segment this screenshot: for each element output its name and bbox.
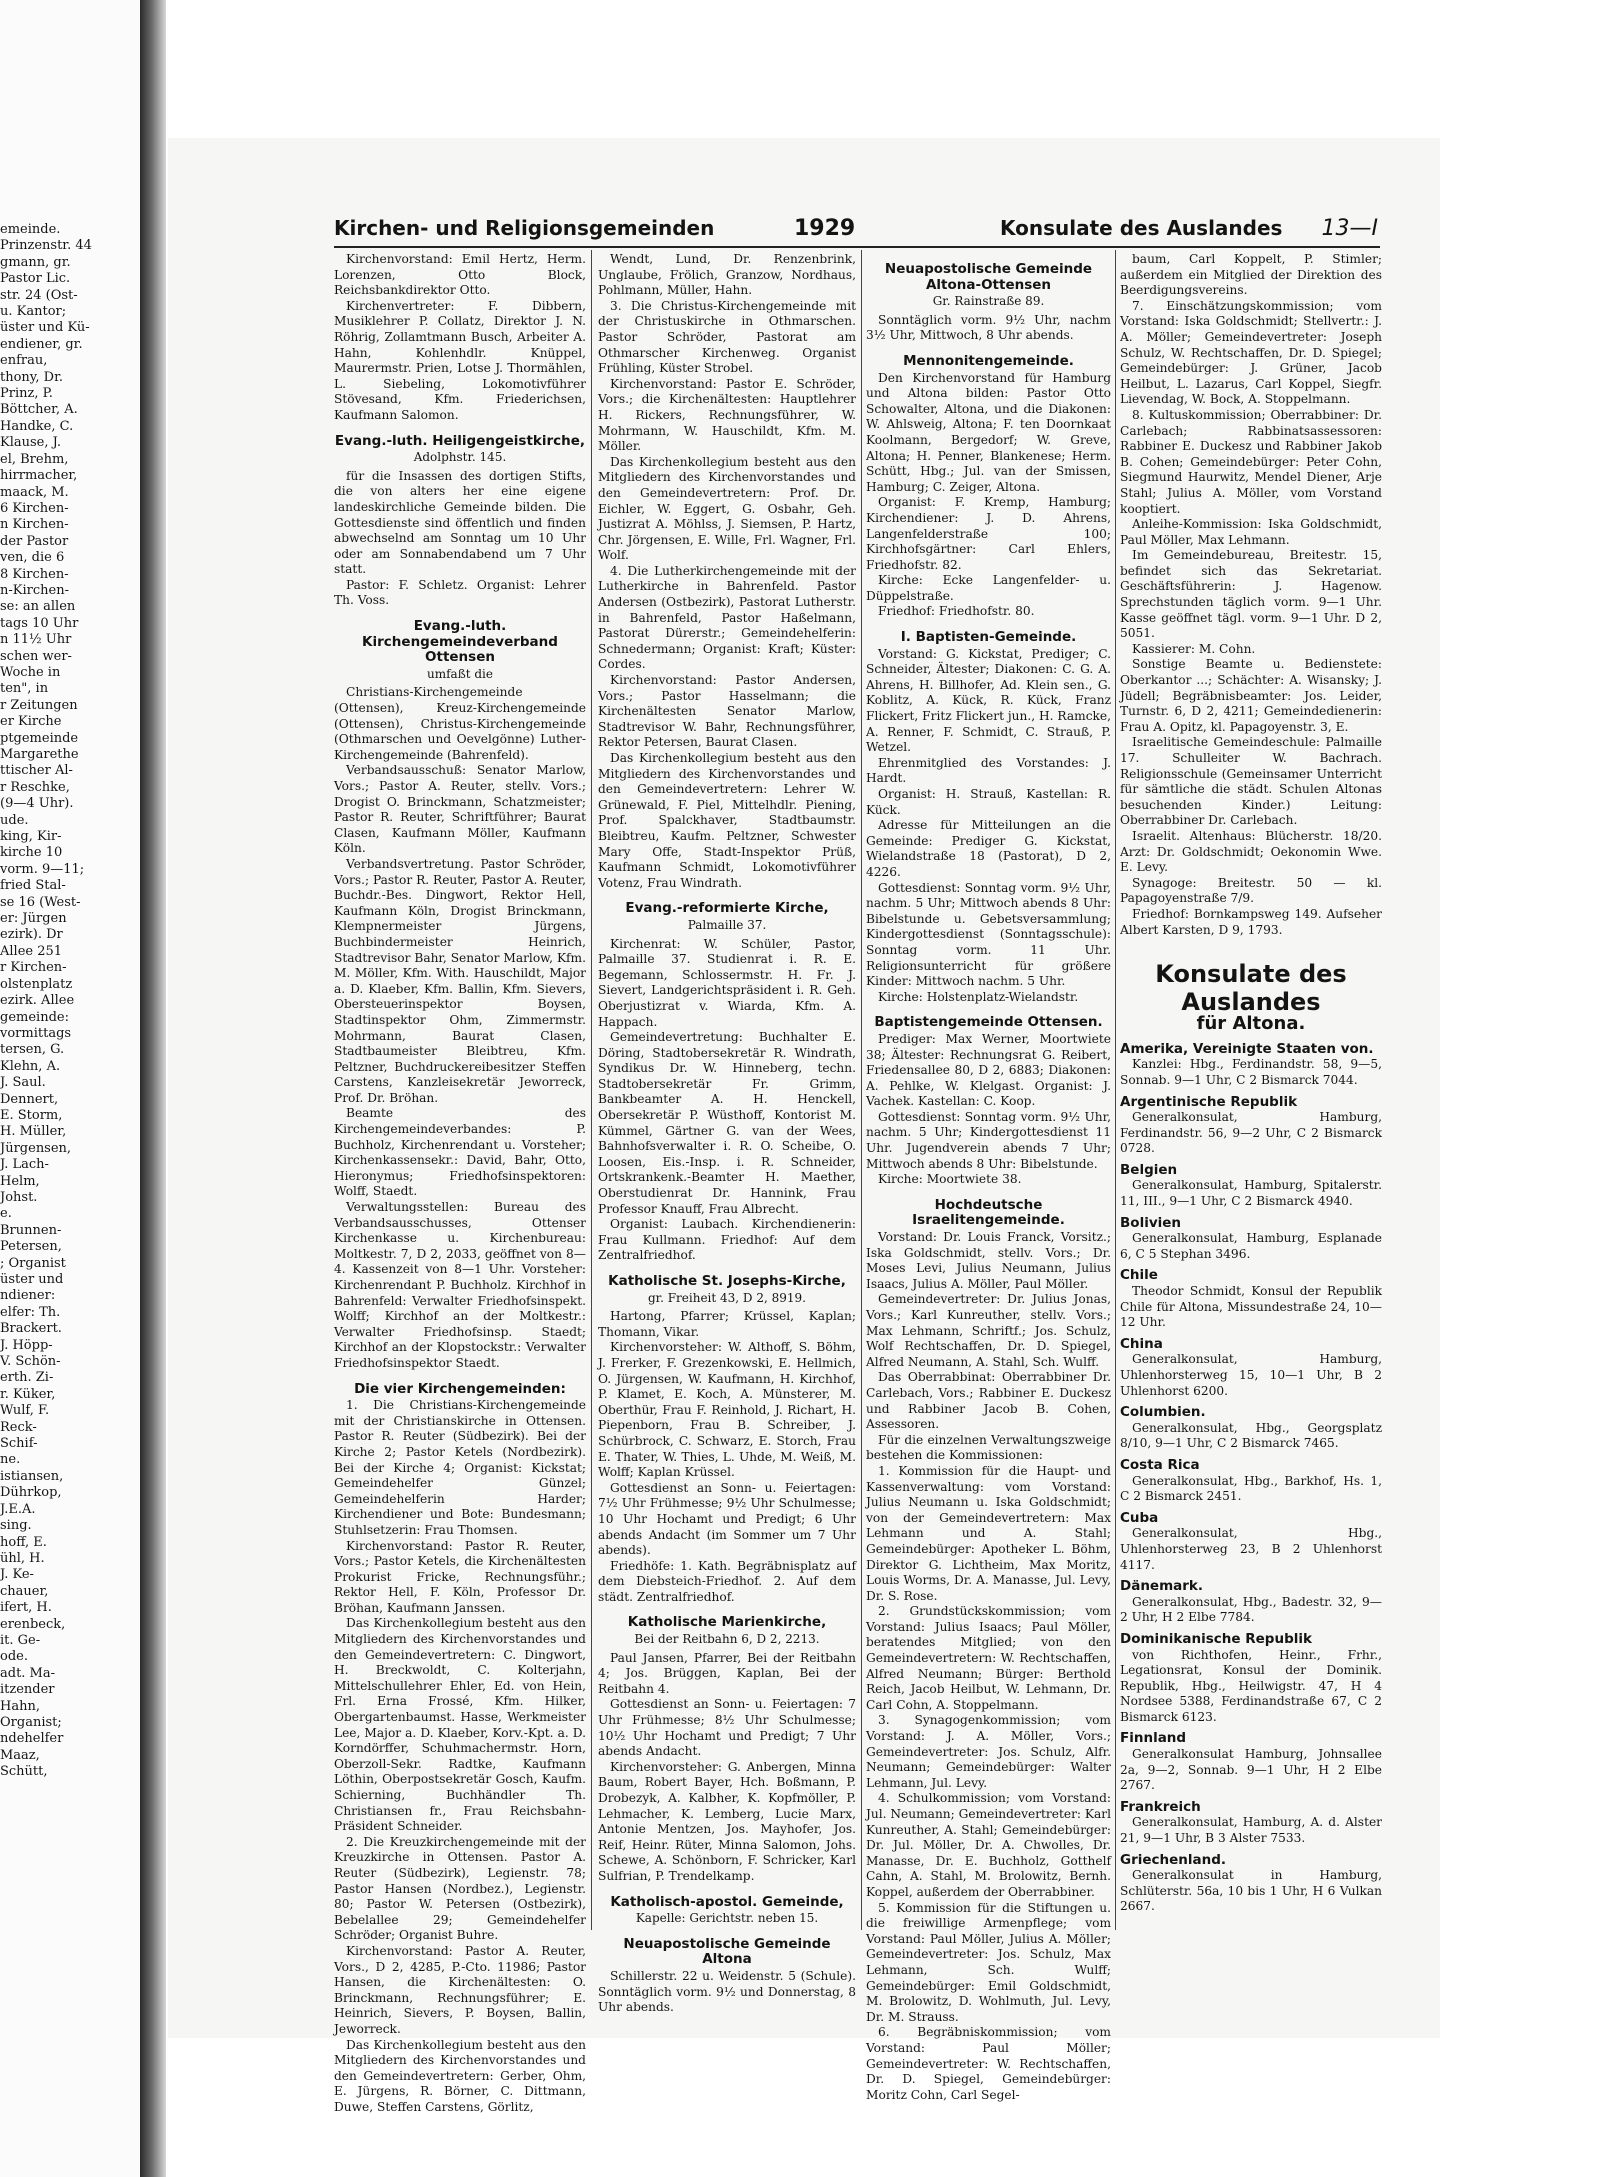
fragment-line: Allee 251 <box>0 943 63 959</box>
consulate-details: Generalkonsulat, Hbg., Uhlenhorsterweg 23, B 2 Uhlenhorst 4117. <box>1120 1526 1382 1572</box>
section-address: Bei der Reitbahn 6, D 2, 2213. <box>634 1632 820 1647</box>
consulate-details: Generalkonsulat, Hamburg, Ferdinandstr. 56, 9—2 Uhr, C 2 Bismarck 0728. <box>1120 1110 1382 1156</box>
section-heading: Baptistengemeinde Ottensen. <box>874 1014 1103 1031</box>
paragraph: Organist: Laubach. Kirchendienerin: Frau Kullmann. Friedhof: Auf dem Zentralfriedhof. <box>598 1217 856 1263</box>
section-heading: Mennonitengemeinde. <box>903 352 1074 369</box>
consulates-list <box>1120 1042 1382 1915</box>
fragment-line: maack, M. <box>0 484 69 500</box>
consulate-country: China <box>1120 1335 1163 1352</box>
fragment-line: 8 Kirchen- <box>0 566 69 582</box>
paragraph: Verbandsvertretung. Pastor Schröder, Vors.; Pastor R. Reuter, Pastor A. Reuter, Buchdr.-Bes. Dingwort, Rektor Hell, Kaufmann Köln, Drogist Brinckmann, Klempnermeister Jürgens, Buchbindermeister Heinrich, Stadtrevisor Bahr, Senator Marlow, Kfm. M. Möller, Kfm. With. Hauschildt, Major a. D. Klaeber, Kfm. Ballin, Kfm. Sievers, Obersteuerinspektor Boysen, Stadtinspektor Ohm, Zimmermstr. Mohrmann, Baurat Clasen, Stadtbaumeister Bleibtreu, Kfm. Peltzner, Buchdruckereibesitzer Steffen Carstens, Kanzleisekretär Jeworreck, Prof. Dr. Bröhan. <box>334 856 586 1105</box>
paragraph: 6. Begräbniskommission; vom Vorstand: Paul Möller; Gemeindevertreter: W. Rechtschaffen, Dr. D. Spiegel, Gemeindebürger: Moritz Cohn, Carl Segel- <box>866 2025 1111 2102</box>
page-number: 13—I <box>1321 216 1378 241</box>
fragment-line: er Kirche <box>0 714 62 730</box>
fragment-line: hoff, E. <box>0 1534 47 1550</box>
fragment-line: olstenplatz <box>0 976 73 992</box>
paragraph: Das Oberrabbinat: Oberrabbiner Dr. Carlebach, Vors.; Rabbiner E. Duckesz und Rabbiner Jacob B. Cohen, Assessoren. <box>866 1370 1111 1432</box>
section-address: gr. Freiheit 43, D 2, 8919. <box>648 1290 806 1305</box>
fragment-line: itzender <box>0 1682 55 1698</box>
fragment-line: elfer: Th. <box>0 1304 61 1320</box>
fragment-line: n-Kirchen- <box>0 582 69 598</box>
fragment-line: istiansen, <box>0 1468 64 1484</box>
paragraph: Gottesdienst an Sonn- u. Feiertagen: 7 Uhr Frühmesse; 8½ Uhr Schulmesse; 10½ Uhr Hochamt und Predigt; 7 Uhr abends Andacht. <box>598 1697 856 1759</box>
book-gutter-shadow <box>140 0 166 2177</box>
fragment-line: endiener, gr. <box>0 336 83 352</box>
fragment-line: ptgemeinde <box>0 730 79 746</box>
paragraph: Gottesdienst an Sonn- u. Feiertagen: 7½ Uhr Frühmesse; 9½ Uhr Schulmesse; 10 Uhr Hochamt und Predigt; 6 Uhr abends Andacht (im Sommer um 7 Uhr abends). <box>598 1480 856 1558</box>
consulate-details: Generalkonsulat, Hbg., Georgsplatz 8/10, 9—1 Uhr, C 2 Bismarck 7465. <box>1120 1420 1382 1451</box>
paragraph: Beamte des Kirchengemeindeverbandes: P. Buchholz, Kirchenrendant u. Vorsteher; Kirchenkassensekr.: David, Bahr, Otto, Hieronymus; Friedhofsinspektoren: Wolff, Staedt. <box>334 1106 586 1199</box>
column-rule <box>1115 250 1116 1930</box>
column-rule <box>861 250 862 1930</box>
paragraph: Pastor: F. Schletz. Organist: Lehrer Th. Voss. <box>334 577 586 608</box>
fragment-line: kirche 10 <box>0 845 63 861</box>
paragraph: Israelitische Gemeindeschule: Palmaille 17. Schulleiter W. Bachrach. Religionsschule (Gemeinsamer Unterricht für sämtliche die städt. Schulen Altonas besuchenden Kinder.) Leitung: Oberrabbiner Dr. Carlebach. <box>1120 735 1382 828</box>
fragment-line: H. Müller, <box>0 1124 67 1140</box>
fragment-line: Organist; <box>0 1714 62 1730</box>
paragraph: Kirchenvorstand: Emil Hertz, Herm. Lorenzen, Otto Block, Reichsbankdirektor Otto. <box>334 252 586 298</box>
consulate-country: Finnland <box>1120 1730 1187 1747</box>
paragraph: Anleihe-Kommission: Iska Goldschmidt, Paul Möller, Max Lehmann. <box>1120 517 1382 547</box>
fragment-line: ezirk). Dr <box>0 927 63 943</box>
fragment-line: Margarethe <box>0 747 79 762</box>
fragment-line: enfrau, <box>0 353 48 369</box>
paragraph: für die Insassen des dortigen Stifts, die von alters her eine eigene landeskirchliche Gemeinde bilden. Die Gottesdienste sind öffentlich und finden abwechselnd am Sonntag um 10 Uhr oder am Sonnabendabend um 7 Uhr statt. <box>334 468 586 577</box>
column-rule <box>591 250 592 1930</box>
paragraph: 4. Schulkommission; vom Vorstand: Jul. Neumann; Gemeindevertreter: Karl Kunreuther, A. Stahl; Gemeindebürger: Dr. Jul. Möller, Dr. A. Chwolles, Dr. Manasse, Dr. E. Buchholz, Gotthelf Cahn, A. Stahl, M. Brolowitz, Bernh. Koppel, außerdem der Oberrabbiner. <box>866 1791 1111 1899</box>
consulate-country: Bolivien <box>1120 1214 1182 1231</box>
paragraph: Vorstand: Dr. Louis Franck, Vorsitz.; Iska Goldschmidt, stellv. Vors.; Dr. Moses Levi, Julius Neumann, Julius Isaacs, Julius A. Möller, Paul Möller. <box>866 1230 1111 1291</box>
fragment-line: E. Storm, <box>0 1107 63 1123</box>
section-address: Gr. Rainstraße 89. <box>932 294 1045 309</box>
paragraph: Verbandsausschuß: Senator Marlow, Vors.; Pastor A. Reuter, stellv. Vors.; Drogist O. Brinckmann, Schatzmeister; Pastor R. Reuter, Schriftführer; Baurat Clasen, Kaufmann Möller, Kaufmann Köln. <box>334 763 586 856</box>
section-heading: Die vier Kirchengemeinden: <box>354 1380 566 1397</box>
paragraph: Friedhof: Bornkampsweg 149. Aufseher Albert Karsten, D 9, 1793. <box>1120 906 1382 937</box>
paragraph: Kirchenvertreter: F. Dibbern, Musiklehrer P. Collatz, Direktor J. N. Röhrig, Zollamtmann Busch, Arbeiter A. Hahn, Kohlenhdlr. Knüppel, Maurermstr. Prien, Lotse J. Thormählen, L. Siebeling, Lokomotivführer Stövesand, Kfm. Friederichsen, Kaufmann Salomon. <box>334 298 586 422</box>
consulate-details: Kanzlei: Hbg., Ferdinandstr. 58, 9—5, Sonnab. 9—1 Uhr, C 2 Bismarck 7044. <box>1120 1057 1382 1087</box>
fragment-line: Dührkop, <box>0 1485 62 1501</box>
fragment-line: erth. Zi- <box>0 1370 54 1386</box>
fragment-line: Klause, J. <box>0 435 61 451</box>
section-address: Kapelle: Gerichtstr. neben 15. <box>635 1911 819 1926</box>
section-heading: Katholische Marienkirche, <box>627 1614 827 1631</box>
paragraph: Ehrenmitglied des Vorstandes: J. Hardt. <box>866 755 1111 786</box>
consulate-country: Frankreich <box>1120 1798 1201 1815</box>
paragraph: Schillerstr. 22 u. Weidenstr. 5 (Schule). Sonntäglich vorm. 9½ und Donnerstag, 8 Uhr abends. <box>598 1968 856 2015</box>
paragraph: Kirche: Ecke Langenfelder- u. Düppelstraße. <box>866 573 1111 603</box>
paragraph: Friedhöfe: 1. Kath. Begräbnisplatz auf dem Diebsteich-Friedhof. 2. Auf dem städt. Zentralfriedhof. <box>598 1558 856 1604</box>
section-heading: Hochdeutsche Israelitengemeinde. <box>912 1196 1065 1229</box>
consulate-country: Costa Rica <box>1120 1456 1200 1473</box>
fragment-line: n Kirchen- <box>0 517 69 533</box>
fragment-line: str. 24 (Ost- <box>0 287 78 303</box>
fragment-line: Böttcher, A. <box>0 402 78 418</box>
fragment-line: V. Schön- <box>0 1354 61 1370</box>
fragment-line: Brunnen- <box>0 1222 62 1238</box>
consulates-heading: Konsulate des Auslandes <box>1155 960 1347 1017</box>
paragraph: Gottesdienst: Sonntag vorm. 9½ Uhr, nachm. 5 Uhr; Kindergottesdienst 11 Uhr. Jugendverein abends 7 Uhr; Mittwoch abends 8 Uhr: Bibelstunde. <box>866 1109 1111 1171</box>
consulate-details: Generalkonsulat, Hamburg, Uhlenhorsterweg 15, 10—1 Uhr, B 2 Uhlenhorst 6200. <box>1120 1352 1382 1398</box>
fragment-line: gmann, gr. <box>0 254 71 270</box>
header-right-title: Konsulate des Auslandes <box>1000 216 1283 240</box>
paragraph: Sonstige Beamte u. Bedienstete: Oberkantor ...; Schächter: A. Wisansky; J. Jüdell; Begräbnisbeamter: Jos. Leider, Turnstr. 6, D 2, 4211; Gemeindedienerin: Frau A. Opitz, kl. Papagoyenstr. 3, E. <box>1120 657 1382 734</box>
fragment-line: Woche in <box>0 664 61 680</box>
fragment-line: gemeinde: <box>0 1009 69 1025</box>
paragraph: 1. Die Christians-Kirchengemeinde mit der Christianskirche in Ottensen. Pastor R. Reuter (Südbezirk). Bei der Kirche 2; Pastor Ketels (Nordbezirk). Bei der Kirche 4; Organist: Kickstat; Gemeindehelfer Günzel; Gemeindehelferin Harder; Kirchendiener und Bote: Bundesmann; Stuhlsetzerin: Frau Thomsen. <box>334 1398 586 1537</box>
fragment-line: ode. <box>0 1649 28 1665</box>
fragment-line: ten", in <box>0 681 49 697</box>
paragraph: Wendt, Lund, Dr. Renzenbrink, Unglaube, Frölich, Granzow, Nordhaus, Pohlmann, Müller, Hahn. <box>598 252 856 298</box>
paragraph: Das Kirchenkollegium besteht aus den Mitgliedern des Kirchenvorstandes und den Gemeindevertretern: C. Dingwort, H. Breckwoldt, C. Kolterjahn, Mittelschullehrer Ehler, Ed. von Hein, Frl. Erna Frossé, Kfm. Hilker, Obergartenbaumst. Hasse, Werkmeister Lee, Major a. D. Klaeber, Korv.-Kpt. a. D. Korndörffer, Schuhmachermstr. Horn, Oberzoll-Sekr. Radtke, Kaufmann Löthin, Oberpostsekretär Gosch, Kaufm. Schierning, Buchhändler Th. Christiansen fr., Frau Reichsbahn-Präsident Schneider. <box>334 1616 586 1834</box>
fragment-line: chauer, <box>0 1583 49 1599</box>
fragment-line: Dennert, <box>0 1091 59 1107</box>
paragraph: Paul Jansen, Pfarrer, Bei der Reitbahn 4; Jos. Brüggen, Kaplan, Bei der Reitbahn 4. <box>598 1650 856 1696</box>
fragment-line: ne. <box>0 1452 21 1468</box>
paragraph: 5. Kommission für die Stiftungen u. die freiwillige Armenpflege; vom Vorstand: Paul Möller, Julius A. Möller; Gemeindevertreter: Jos. Schulz, Max Lehmann, Sch. Wulff; Gemeindebürger: Emil Goldschmidt, M. Brolowitz, D. Wohlmuth, Jul. Levy, Dr. M. Strauss. <box>866 1900 1111 2024</box>
fragment-line: sing. <box>0 1518 32 1534</box>
consulate-country: Cuba <box>1120 1509 1159 1526</box>
fragment-line: king, Kir- <box>0 829 62 845</box>
fragment-line: adt. Ma- <box>0 1665 56 1681</box>
section-heading: Evang.-luth. Heiligengeistkirche, <box>334 432 586 449</box>
fragment-line: J. Ke- <box>0 1567 34 1583</box>
consulate-details: Generalkonsulat, Hbg., Barkhof, Hs. 1, C 2 Bismarck 2451. <box>1120 1473 1382 1504</box>
consulate-country: Amerika, Vereinigte Staaten von. <box>1120 1040 1374 1057</box>
consulates-subheading: für Altona. <box>1196 1013 1306 1035</box>
paragraph: Sonntäglich vorm. 9½ Uhr, nachm 3½ Uhr, Mittwoch, 8 Uhr abends. <box>866 312 1111 343</box>
fragment-line: se: an allen <box>0 599 76 615</box>
paragraph: Gemeindevertreter: Dr. Julius Jonas, Vors.; Karl Kunreuther, stellv. Vors.; Max Lehmann, Schriftf.; Jos. Schulz, Wolf Rechtschaffen, Dr. D. Spiegel, Alfred Neumann, A. Stahl, Sch. Wulff. <box>866 1292 1111 1369</box>
fragment-line: (9—4 Uhr). <box>0 796 74 812</box>
paragraph: Für die einzelnen Verwaltungszweige bestehen die Kommissionen: <box>866 1432 1111 1463</box>
paragraph: Gemeindevertretung: Buchhalter E. Döring, Stadtobersekretär R. Windrath, Syndikus Dr. W. Hinneberg, techn. Stadtobersekretär Fr. Grimm, Bankbeamter A. H. Henckell, Obersekretär P. Wüsthoff, Kontorist M. Kümmel, Gärtner G. van der Wees, Bahnhofsverwalter i. R. O. Scheibe, O. Loosen, Eis.-Insp. i. R. Schneider, Ortskrankenk.-Beamter H. Maether, Oberstudienrat Dr. Hannink, Frau Professor Knauff, Frau Albrecht. <box>598 1030 856 1216</box>
section-heading: Evang.-reformierte Kirche, <box>625 900 829 917</box>
consulate-details: von Richthofen, Heinr., Frhr., Legationsrat, Konsul der Dominik. Republik, Hbg., Heilwigstr. 47, H 4 Nordsee 5388, Ferdinandstraße 67, C 2 Bismarck 6123. <box>1120 1647 1382 1724</box>
previous-page-text-fragment <box>0 222 138 1781</box>
paragraph: baum, Carl Koppelt, P. Stimler; außerdem ein Mitglied der Direktion des Beerdigungsvereins. <box>1120 252 1382 298</box>
fragment-line: ndiener: <box>0 1288 56 1304</box>
fragment-line: der Pastor <box>0 533 69 549</box>
fragment-line: fried Stal- <box>0 878 66 894</box>
section-heading: Katholische St. Josephs-Kirche, <box>608 1273 846 1289</box>
fragment-line: Handke, C. <box>0 418 74 434</box>
paragraph: Hartong, Pfarrer; Krüssel, Kaplan; Thomann, Vikar. <box>598 1309 856 1339</box>
column-1 <box>334 252 586 2115</box>
paragraph: Kirchenvorstand: Pastor E. Schröder, Vors.; die Kirchenältesten: Hauptlehrer H. Rickers, Rechnungsführer, W. Mohrmann, W. Hauschildt, Kfm. M. Möller. <box>598 376 856 454</box>
paragraph: Organist: H. Strauß, Kastellan: R. Kück. <box>866 787 1111 817</box>
fragment-line: Pastor Lic. <box>0 271 71 287</box>
paragraph: Kirchenvorstand: Pastor A. Reuter, Vors., D 2, 4285, P.-Cto. 11986; Pastor Hansen, die Kirchenältesten: O. Brinckmann, Rechnungsführer; E. Heinrich, Sievers, P. Boysen, Ballin, Jeworreck. <box>334 1943 586 2036</box>
fragment-line: ven, die 6 <box>0 550 65 566</box>
fragment-line: Maaz, <box>0 1747 40 1763</box>
paragraph: Vorstand: G. Kickstat, Prediger; C. Schneider, Ältester; Diakonen: C. G. A. Ahrens, H. Billhofer, Ad. Klein sen., G. Koblitz, A. Kück, R. Kück, Franz Flickert, Fritz Flickert jun., H. Ramcke, A. Renner, F. Schmidt, C. Strauß, P. Wetzel. <box>866 646 1111 755</box>
consulate-details: Generalkonsulat Hamburg, Johnsallee 2a, 9—2, Sonnab. 9—1 Uhr, H 2 Elbe 2767. <box>1120 1747 1382 1793</box>
fragment-line: Hahn, <box>0 1698 40 1714</box>
fragment-line: üster und <box>0 1272 64 1287</box>
fragment-line: ifert, H. <box>0 1600 52 1616</box>
fragment-line: ude. <box>0 812 29 828</box>
consulate-details: Theodor Schmidt, Konsul der Republik Chile für Altona, Missundestraße 24, 10—12 Uhr. <box>1120 1284 1382 1330</box>
consulate-country: Chile <box>1120 1267 1158 1284</box>
paragraph: Kassierer: M. Cohn. <box>1132 641 1256 656</box>
fragment-line: Prinzenstr. 44 <box>0 238 92 254</box>
column-2 <box>598 252 856 2016</box>
fragment-line: J. Höpp- <box>0 1337 53 1353</box>
paragraph: Prediger: Max Werner, Moortwiete 38; Ältester: Rechnungsrat G. Reibert, Friedensallee 80, D 2, 6883; Diakonen: A. Pehlke, W. Klelgast. Organist: J. Vachek. Kastellan: C. Koop. <box>866 1031 1111 1109</box>
fragment-line: tags 10 Uhr <box>0 615 79 631</box>
consulate-details: Generalkonsulat, Hamburg, A. d. Alster 21, 9—1 Uhr, B 3 Alster 7533. <box>1120 1815 1382 1846</box>
fragment-line: J. Saul. <box>0 1075 46 1091</box>
column-4-text <box>1120 252 1382 938</box>
fragment-line: n 11½ Uhr <box>0 632 72 648</box>
fragment-line: thony, Dr. <box>0 369 64 385</box>
paragraph: Gottesdienst: Sonntag vorm. 9½ Uhr, nachm. 5 Uhr; Mittwoch abends 8 Uhr: Bibelstunde u. Gebetsversammlung; Kindergottesdienst (Sonntagsschule): Sonntag vorm. 11 Uhr. Religionsunterricht für größere Kinder: Mittwoch nachm. 5 Uhr. <box>866 880 1111 989</box>
fragment-line: tersen, G. <box>0 1042 65 1058</box>
paragraph: Kirchenvorsteher: W. Althoff, S. Böhm, J. Frerker, F. Grezenkowski, E. Hellmich, O. Jürgensen, W. Kaufmann, H. Kirchhof, P. Klamet, E. Koch, A. Münsterer, M. Oberthür, Frau F. Reinhold, J. Richart, H. Piepenborn, Frau B. Schreiber, J. Schürbrock, C. Schwarz, E. Storch, Frau E. Thater, W. Thies, L. Uhde, M. Weiß, M. Wolff; Kaplan Krüssel. <box>598 1340 856 1480</box>
section-address: Palmaille 37. <box>687 917 767 932</box>
paragraph: 4. Die Lutherkirchengemeinde mit der Lutherkirche in Bahrenfeld. Pastor Andersen (Ostbezirk), Pastorat Lutherstr. in Bahrenfeld, Pastor Haßelmann, Pastorat Dürerstr.; Gemeindehelferin: Schnedermann; Organist: Kraft; Küster: Cordes. <box>598 563 856 672</box>
paragraph: 2. Die Kreuzkirchengemeinde mit der Kreuzkirche in Ottensen. Pastor A. Reuter (Südbezirk), Legienstr. 78; Pastor Hansen (Nordbez.), Legienstr. 80; Pastor W. Petersen (Ostbezirk), Bebelallee 29; Gemeindehelfer Schröder; Organist Buhre. <box>334 1834 586 1943</box>
fragment-line: Klehn, A. <box>0 1058 61 1074</box>
fragment-line: 6 Kirchen- <box>0 500 69 516</box>
fragment-line: Jürgensen, <box>0 1140 72 1156</box>
fragment-line: r. Küker, <box>0 1386 56 1402</box>
paragraph: Das Kirchenkollegium besteht aus den Mitgliedern des Kirchenvorstandes und den Gemeindevertretern: Lehrer W. Grünewald, F. Piel, Mittelhdlr. Piening, Prof. Spalckhaver, Stadtbaumstr. Bleibtreu, Kaufm. Peltzner, Schwester Mary Offe, Stadt-Inspektor Prüß, Kaufmann Schmidt, Lokomotivführer Votenz, Frau Windrath. <box>598 751 856 890</box>
fragment-line: Johst. <box>0 1189 38 1205</box>
fragment-line: Helm, <box>0 1173 40 1189</box>
column-4 <box>1120 252 1382 1915</box>
fragment-line: r Zeitungen <box>0 697 78 713</box>
consulate-details: Generalkonsulat, Hamburg, Esplanade 6, C 5 Stephan 3496. <box>1120 1231 1382 1261</box>
section-heading: I. Baptisten-Gemeinde. <box>900 629 1077 646</box>
paragraph: Kirche: Holstenplatz-Wielandstr. <box>878 989 1079 1004</box>
paragraph: Den Kirchenvorstand für Hamburg und Altona bilden: Pastor Otto Schowalter, Altona, und die Diakonen: W. Ahlsweig, Altona; F. ten Doornkaat Koolmann, Bergedorf; W. Greve, Altona; H. Penner, Blankenese; Herm. Schütt, Hbg.; Jul. van der Smissen, Hamburg; C. Zeiger, Altona. <box>866 370 1111 494</box>
consulate-details: Generalkonsulat, Hamburg, Spitalerstr. 11, III., 9—1 Uhr, C 2 Bismarck 4940. <box>1120 1178 1382 1209</box>
paragraph: Verwaltungsstellen: Bureau des Verbandsausschusses, Ottenser Kirchenkasse u. Kirchenbureau: Moltkestr. 7, D 2, 2033, geöffnet von 8—4. Kassenzeit von 8—1 Uhr. Vorsteher: Kirchenrendant P. Buchholz. Kirchhof in Bahrenfeld: Verwalter Friedhofsinspekt. Wolff; Kirchhof an der Moltkestr.: Verwalter Friedhofsinsp. Staedt; Kirchhof an der Klopstockstr.: Verwalter Friedhofsinspektor Staedt. <box>334 1200 586 1370</box>
paragraph: Christians-Kirchengemeinde (Ottensen), Kreuz-Kirchengemeinde (Ottensen), Christus-Kirchengemeinde (Othmarschen und Oevelgönne) Luther-Kirchengemeinde (Bahrenfeld). <box>334 685 586 762</box>
fragment-line: it. Ge- <box>0 1632 41 1648</box>
paragraph: Organist: F. Kremp, Hamburg; Kirchendiener: J. D. Ahrens, Langenfelderstraße 100; Kirchhofsgärtner: Carl Ehlers, Friedhofstr. 82. <box>866 495 1111 572</box>
paragraph: 3. Die Christus-Kirchengemeinde mit der Christuskirche in Othmarschen. Pastor Schröder, Pastorat am Othmarscher Kirchenweg. Organist Frühling, Küster Strobel. <box>598 298 856 376</box>
fragment-line: vorm. 9—11; <box>0 861 85 877</box>
section-address: umfaßt die <box>427 666 493 681</box>
fragment-line: Schif- <box>0 1436 38 1452</box>
fragment-line: ühl, H. <box>0 1550 45 1566</box>
fragment-line: el, Brehm, <box>0 451 69 467</box>
consulate-details: Generalkonsulat in Hamburg, Schlüterstr. 56a, 10 bis 1 Uhr, H 6 Vulkan 2667. <box>1120 1868 1382 1914</box>
paragraph: 2. Grundstückskommission; vom Vorstand: Julius Isaacs; Paul Möller, beratendes Mitglied; von den Gemeindevertretern: W. Rechtschaffen, Alfred Neumann; Bürger: Berthold Reich, Jacob Heilbut, W. Lehmann, Dr. Carl Cohn, A. Stoppelmann. <box>866 1604 1111 1712</box>
consulate-country: Argentinische Republik <box>1120 1093 1298 1110</box>
fragment-line: J. Lach- <box>0 1157 49 1173</box>
paragraph: Kirchenvorstand: Pastor Andersen, Vors.; Pastor Hasselmann; die Kirchenältesten Senator Marlow, Stadtrevisor W. Bahr, Rechnungsführer, Rektor Petersen, Baurat Clasen. <box>598 673 856 750</box>
consulate-country: Dominikanische Republik <box>1120 1630 1312 1647</box>
consulate-country: Dänemark. <box>1120 1578 1204 1595</box>
section-heading: Neuapostolische Gemeinde Altona <box>623 1935 831 1968</box>
fragment-line: emeinde. <box>0 222 61 237</box>
paragraph: Das Kirchenkollegium besteht aus den Mitgliedern des Kirchenvorstandes und den Gemeindevertretern: Gerber, Ohm, E. Jürgens, R. Börner, C. Dittmann, Duwe, Steffen Carstens, Görlitz, <box>334 2037 586 2114</box>
paragraph: Kirche: Moortwiete 38. <box>878 1172 1022 1187</box>
section-address: Adolphstr. 145. <box>413 450 507 465</box>
fragment-line: ezirk. Allee <box>0 993 75 1009</box>
fragment-line: Brackert. <box>0 1321 62 1337</box>
fragment-line: J.E.A. <box>0 1501 36 1517</box>
fragment-line: r Kirchen- <box>0 960 67 976</box>
fragment-line: Prinz, P. <box>0 386 53 402</box>
paragraph: 7. Einschätzungskommission; vom Vorstand: Iska Goldschmidt; Stellvertr.: J. A. Möller; Gemeindevertreter: Joseph Schulz, W. Rechtschaffen, Dr. D. Spiegel; Gemeindebürger: J. Grüner, Jacob Heilbut, L. Lazarus, Carl Koppel, Siegfr. Lievendag, W. Bock, A. Stoppelmann. <box>1120 298 1382 407</box>
header-section-title: Kirchen- und Religionsgemeinden <box>334 216 715 240</box>
fragment-line: ; Organist <box>0 1255 66 1271</box>
paragraph: 3. Synagogenkommission; vom Vorstand: J. A. Möller, Vors.; Gemeindevertreter: Jos. Schulz, Alfr. Neumann; Gemeindebürger: Walter Lehmann, Jul. Levy. <box>866 1713 1111 1790</box>
section-heading: Neuapostolische Gemeinde Altona-Ottensen <box>884 261 1093 293</box>
paragraph: Israelit. Altenhaus: Blücherstr. 18/20. Arzt: Dr. Goldschmidt; Oekonomin Wwe. E. Levy. <box>1120 828 1382 875</box>
section-heading: Evang.-luth. Kirchengemeindeverband Ottensen <box>362 618 558 666</box>
paragraph: Kirchenvorsteher: G. Anbergen, Minna Baum, Robert Bayer, Hch. Boßmann, P. Drobezyk, A. Kalbher, K. Kopfmöller, P. Lehmacher, K. Lemberg, Lucie Marx, Antonie Mentzen, Jos. Mayhofer, Jos. Reif, Heinr. Rüter, Minna Salomon, Johs. Schewe, A. Schönborn, F. Schricker, Karl Sulfrian, P. Trendelkamp. <box>598 1759 856 1883</box>
section-heading: Katholisch-apostol. Gemeinde, <box>610 1893 844 1910</box>
consulate-country: Griechenland. <box>1120 1851 1227 1868</box>
fragment-line: se 16 (West- <box>0 894 81 910</box>
fragment-line: üster und Kü- <box>0 320 90 336</box>
fragment-line: Wulf, F. <box>0 1403 50 1419</box>
paragraph: 8. Kultuskommission; Oberrabbiner: Dr. Carlebach; Rabbinatsassessoren: Rabbiner E. Duckesz und Rabbiner Jakob B. Cohen; Gemeindebürger: Peter Cohn, Siegmund Haurwitz, Mendel Diener, Arje Stahl; Julius A. Möller, vom Vorstand kooptiert. <box>1120 407 1382 516</box>
fragment-line: ndehelfer <box>0 1731 64 1747</box>
fragment-line: erenbeck, <box>0 1616 66 1632</box>
fragment-line: Schütt, <box>0 1764 48 1780</box>
header-year: 1929 <box>794 216 856 241</box>
paragraph: Das Kirchenkollegium besteht aus den Mitgliedern des Kirchenvorstandes und den Gemeindevertretern: Prof. Dr. Eichler, W. Eggert, G. Osbahr, Geh. Justizrat A. Möhlss, J. Siemsen, P. Hartz, Chr. Jörgensen, E. Wille, Frl. Wagner, Frl. Wolf. <box>598 454 856 563</box>
paragraph: 1. Kommission für die Haupt- und Kassenverwaltung: vom Vorstand: Julius Neumann u. Iska Goldschmidt; von der Gemeindevertretern: Max Lehmann und A. Stahl; Gemeindebürger: Apotheker L. Böhm, Direktor G. Lichtheim, Max Moritz, Louis Worms, Dr. A. Manasse, Jul. Levy, Dr. S. Rose. <box>866 1463 1111 1603</box>
fragment-line: Reck- <box>0 1419 37 1435</box>
paragraph: Friedhof: Friedhofstr. 80. <box>878 604 1035 619</box>
column-3 <box>866 252 1111 2103</box>
paragraph: Kirchenvorstand: Pastor R. Reuter, Vors.; Pastor Ketels, die Kirchenältesten Prokurist Fricke, Rechnungsführ.; Rektor Hell, F. Köln, Professor Dr. Bröhan, Kaufmann Janssen. <box>334 1538 586 1615</box>
paragraph: Im Gemeindebureau, Breitestr. 15, befindet sich das Sekretariat. Geschäftsführerin: J. Hagenow. Sprechstunden täglich vorm. 9—1 Uhr. Kasse geöffnet tägl. vorm. 9—1 Uhr. D 2, 5051. <box>1120 548 1382 641</box>
paragraph: Synagoge: Breitestr. 50 — kl. Papagoyenstraße 7/9. <box>1120 875 1382 906</box>
running-header <box>334 210 1380 248</box>
fragment-line: schen wer- <box>0 648 72 664</box>
fragment-line: e. <box>0 1206 12 1222</box>
fragment-line: r Reschke, <box>0 779 70 795</box>
fragment-line: u. Kantor; <box>0 304 67 320</box>
consulate-country: Belgien <box>1120 1161 1178 1178</box>
fragment-line: vormittags <box>0 1025 72 1041</box>
paragraph: Kirchenrat: W. Schüler, Pastor, Palmaille 37. Studienrat i. R. E. Begemann, Schlossermstr. H. Fr. J. Sievert, Landgerichtspräsident i. R. Geh. Oberjustizrat v. Wiarda, Kfm. A. Happach. <box>598 936 856 1029</box>
consulate-country: Columbien. <box>1120 1404 1206 1421</box>
fragment-line: hirrmacher, <box>0 468 78 484</box>
consulate-details: Generalkonsulat, Hbg., Badestr. 32, 9—2 Uhr, H 2 Elbe 7784. <box>1120 1594 1382 1625</box>
fragment-line: ttischer Al- <box>0 763 73 779</box>
fragment-line: Petersen, <box>0 1239 62 1255</box>
paragraph: Adresse für Mitteilungen an die Gemeinde: Prediger G. Kickstat, Wielandstraße 18 (Pastorat), D 2, 4226. <box>866 818 1111 879</box>
fragment-line: er: Jürgen <box>0 911 67 927</box>
